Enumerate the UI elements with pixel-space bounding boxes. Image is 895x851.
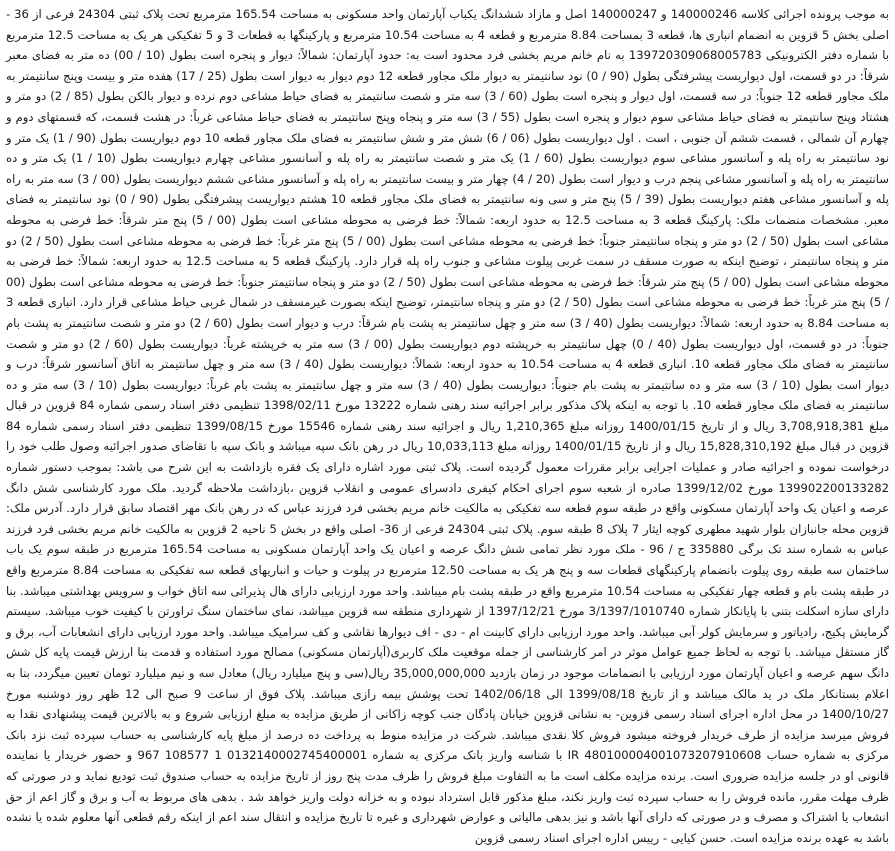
auction-notice-text: به موجب پرونده اجرائی کلاسه 140000246 و 140000247 اصل و مازاد ششدانگ یکباب آپارتمان واحد مسکونی به مساحت 165.54 مترمربع تحت پلاک ثبتی 24304 فرعی از 36 - اصلی بخش 5 قزوین به انضمام انباری ها، قطعه 3 بمساحت 8.84 مترمربع و قطعه 4 به مساحت 10.54 مترمربع و پارکینگها به قطعات 3 و 5 تفکیکی هر یک به مساحت 12.5 مترمربع با شماره دفتر الکترونیکی 139720309068005783 به نام خانم مریم بخشی فرد محدود است به: حدود آپارتمان: شمالاً: دیوار و پنجره است بطول (10 / 00) ده متر به فضای معبر شرقاً: در دو قسمت، اول دیواریست پیشرفتگی بطول (90 / 0) نود سانتیمتر به دیوار ملک مجاور قطعه 12 دوم دیوار به دیوار است بطول (25 / 17) هفده متر و بیست وپنج سانتیمتر به ملک مجاور قطعه 12 جنوباً: در سه قسمت، اول دیوار و پنجره است بطول (60 / 3) سه متر و شصت سانتیمتر به فضای حیاط مشاعی دوم نرده و دیوار بالکن بطول (85 / 2) دو متر و هشتاد وپنج سانتیمتر به فضای حیاط مشاعی سوم دیوار و پنجره است بطول (55 / 3) سه متر و پنجاه وپنج سانتیمتر به فضای حیاط مشاعی غرباً: در هشت قسمت، که قسمتهای دوم و چهارم آن شمالی ، قسمت ششم آن جنوبی ، است . اول دیواریست بطول (06 / 6) شش متر و شش سانتیمتر به فضای ملک مجاور قطعه 10 دوم دیواریست بطول (90 / 1) یک متر و نود سانتیمتر به راه پله و آسانسور مشاعی سوم دیواریست بطول (60 / 1) یک متر و شصت سانتیمتر به راه پله و آسانسور مشاعی چهارم دیواریست بطول (10 / 1) یک متر و ده سانتیمتر به راه پله و آسانسور مشاعی پنجم درب و دیوار است بطول (20 / 4) چهار متر و بیست سانتیمتر به راه پله و آسانسور مشاعی ششم دیواریست بطول (00 / 3) سه متر به راه پله و آسانسور مشاعی هفتم دیواریست بطول (39 / 5) پنج متر و سی ونه سانتیمتر به فضای ملک مجاور قطعه 10 هشتم دیواریست پیشرفتگی بطول (90 / 0) نود سانتیمتر به فضای معبر. مشخصات منضمات ملک: پارکینگ قطعه 3 به مساحت 12.5 به حدود اربعه: شمالاً: خط فرضی به محوطه مشاعی است بطول (00 / 5) پنج متر شرقاً: خط فرضی به محوطه مشاعی است بطول (50 / 2) دو متر و پنجاه سانتیمتر جنوباً: خط فرضی به محوطه مشاعی است بطول (00 / 5) پنج متر غرباً: خط فرضی به محوطه مشاعی است بطول (50 / 2) دو متر و پنجاه سانتیمتر ، توضیح اینکه به صورت مسقف در سمت غربی پیلوت مشاعی و جنوب راه پله قرار دارد. پارکینگ قطعه 5 به مساحت 12.5 به حدود اربعه: شمالاً: خط فرضی به محوطه مشاعی است بطول (00 / 5) پنج متر شرقاً: خط فرضی به محوطه مشاعی است بطول (50 / 2) دو متر و پنجاه سانتیمتر جنوباً: خط فرضی به محوطه مشاعی است بطول (00 / 5) پنج متر غرباً: خط فرضی به محوطه مشاعی است بطول (50 / 2) دو متر و پنجاه سانتیمتر، توضیح اینکه بصورت غیرمسقف در شمال غربی حیاط مشاعی قرار دارد. انباری قطعه 3 به مساحت 8.84 به حدود اربعه: شمالاً: دیواریست بطول (40 / 3) سه متر و چهل سانتیمتر به پشت بام شرقاً: درب و دیوار است بطول (60 / 2) دو متر و شصت سانتیمتر به پشت بام جنوباً: در دو قسمت، اول دیواریست بطول (40 / 0) چهل سانتیمتر به خرپشته دوم دیواریست بطول (00 / 3) سه متر به خرپشته غرباً: دیواریست بطول (60 / 2) دو متر و شصت سانتیمتر به فضای ملک مجاور قطعه 10. انباری قطعه 4 به مساحت 10.54 به حدود اربعه: شمالاً: دیواریست بطول (40 / 3) سه متر و چهل سانتیمتر به اتاق آسانسور شرقاً: درب و دیوار است بطول (10 / 3) سه متر و ده سانتیمتر به پشت بام جنوباً: دیواریست بطول (40 / 3) سه متر و چهل سانتیمتر به پشت بام غرباً: دیواریست بطول (10 / 3) سه متر و ده سانتیمتر به فضای ملک مجاور قطعه 10. با توجه به اینکه پلاک مذکور برابر اجرائیه سند رهنی شماره 13222 مورخ 1398/02/11 تنظیمی دفتر اسناد رسمی شماره 84 قزوین در قبال مبلغ 3,708,918,381 ریال و از تاریخ 1400/01/15 روزانه مبلغ 1,210,365 ریال و اجرائیه سند رهنی شماره 15546 مورخ 1399/08/15 تنظیمی دفتر اسناد رسمی شماره 84 قزوین در قبال مبلغ 15,828,310,192 ریال و از تاریخ 1400/01/15 روزانه مبلغ 10,033,113 ریال در رهن بانک سپه میباشد و بانک سپه با تقاضای صدور اجرائیه وصول طلب خود را درخواست نموده و اجرائیه صادر و عملیات اجرایی برابر مقررات معمول گردیده است. پلاک ثبتی مورد اشاره دارای یک فقره بازداشت به این شرح می باشد: بموجب دستور شماره 139902200133282 مورخ 1399/12/02 صادره از شعبه سوم اجرای احکام کیفری دادسرای عمومی و انقلاب قزوین ،بازداشت ملاحظه گردید. ملک مورد کارشناسی شش دانگ عرصه و اعیان یک واحد آپارتمان مسکونی واقع در طبقه سوم قطعه سه تفکیکی به مالکیت خانم مریم بخشی فرد فرزند عباس که در رهن بانک مهر اقتصاد سابق قرار دارد. آدرس ملک: قزوین محله جانبازان بلوار شهید مطهری کوچه ایثار 7 پلاک 8 طبقه سوم. پلاک ثبتی 24304 فرعی از 36- اصلی واقع در بخش 5 ناحیه 2 قزوین به مالکیت خانم مریم بخشی فرد فرزند عباس به شماره سند تک برگی 335880 ج / 96 - ملک مورد نظر تمامی شش دانگ عرصه و اعیان یک واحد آپارتمان مسکونی به مساحت 165.54 مترمربع در طبقه سوم یک باب ساختمان سه طبقه روی پیلوت بانضمام پارکینگهای قطعات سه و پنج هر یک به مساحت 12.50 مترمربع در پیلوت و حیات و انباریهای قطعه سه تفکیکی به مساحت 8.84 مترمربع واقع در طبقه پشت بام و قطعه چهار تفکیکی به مساحت 10.54 مترمربع واقع در طبقه پشت بام میباشد. واحد مورد ارزیابی دارای هال پذیرائی سه اتاق خواب و سرویس بهداشتی میباشد. بنا دارای سازه اسکلت بتنی با پایانکار شماره 3/1397/1010740 مورخ 1397/12/21 از شهرداری منطقه سه قزوین میباشد، نمای ساختمان سنگ تراورتن با کیفیت خوب میباشد. سیستم گرمایش پکیج، رادیاتور و سرمایش کولر آبی میباشد. واحد مورد ارزیابی دارای کابینت ام - دی - اف دیوارها نقاشی و کف سرامیک میباشد. واحد مورد ارزیابی دارای انشعابات آب، برق و گاز مستقل میباشد. با توجه به لحاظ جمیع عوامل موثر در امر کارشناسی از جمله موقعیت ملک کاربری(آپارتمان مسکونی) مصالح مورد استفاده و قدمت بنا ارزش قیمت پایه کل شش دانگ سهم عرصه و اعیان آپارتمان مورد ارزیابی با انضمامات موجود در زمان بازدید 35,000,000,000 ریال(سی و پنج میلیارد ریال) معادل سه و نیم میلیارد تومان تعیین میگردد، بنا به اعلام بستانکار ملک در ید مالک میباشد و از تاریخ 1399/08/18 الی 1402/06/18 تحت پوشش بیمه رازی میباشد. پلاک فوق از ساعت 9 صبح الی 12 ظهر روز دوشنبه مورخ 1400/10/27 در محل اداره اجرای اسناد رسمی قزوین- به نشانی قزوین خیابان پادگان جنب کوچه زاکانی از طریق مزایده به مبلغ ارزیابی شروع و به بالاترین قیمت پیشنهادی نقدا به فروش میرسد مزایده از طرف خریدار فروخته میشود فروش کلا نقدی میباشد. شرکت در مزایده منوط به پرداخت ده درصد از مبلغ پایه کارشناسی به حساب سپرده ثبت نزد بانک مرکزی به شماره حساب IR 480100004001073207910608 با شناسه واریز بانک مرکزی به شماره 0132140002745400001 1 108577 967 و حضور خریدار یا نماینده قانونی او در جلسه مزایده ضروری است. برنده مزایده مکلف است ما به التفاوت مبلغ فروش را ظرف مدت پنج روز از تاریخ مزایده به حساب صندوق ثبت تودیع نماید و در صورتی که ظرف مهلت مقرر، مانده فروش را به حساب سپرده ثبت واریز نکند، مبلغ مذکور قابل استرداد نبوده و به خزانه دولت واریز خواهد شد . بدهی های مربوط به آب و برق و گاز اعم از حق انشعاب یا اشتراک و مصرف و در صورتی که دارای آنها باشد و نیز بدهی مالیاتی و عوارض شهرداری و غیره تا تاریخ مزایده و انتقال سند اعم از اینکه رقم قطعی آنها معلوم شده یا نشده باشد به عهده برنده مزایده است. حسن کیایی - رییس اداره اجرای اسناد رسمی قزوین: [6, 7, 890, 845]
